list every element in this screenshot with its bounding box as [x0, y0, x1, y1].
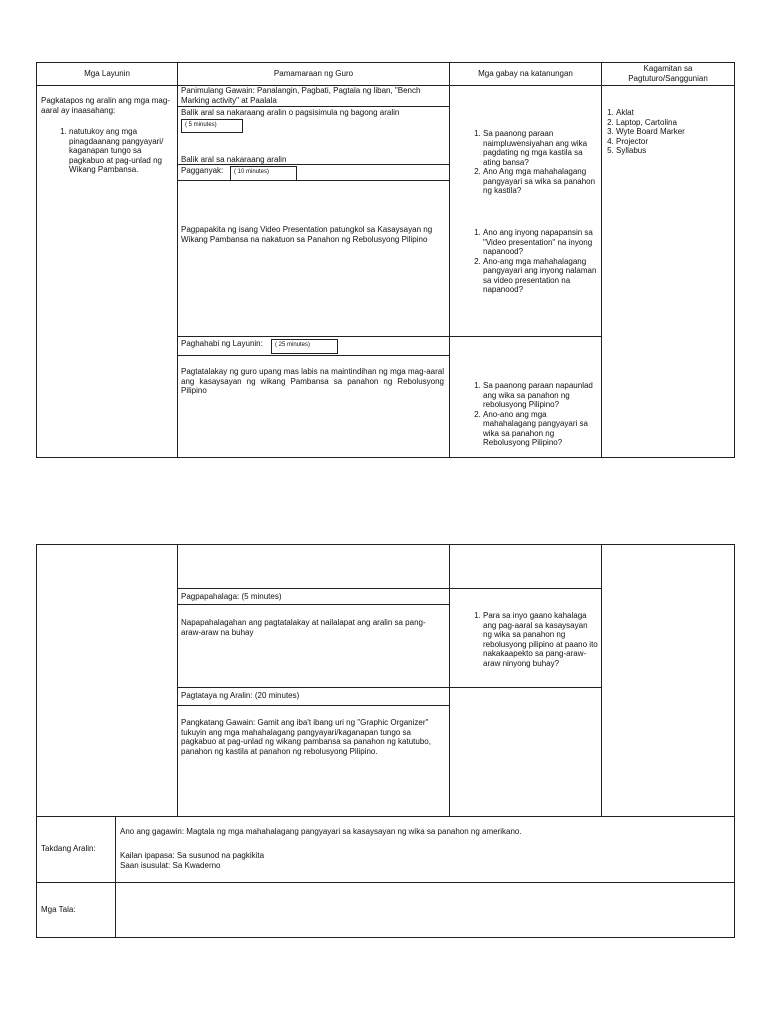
list-item: 2. Ano Ang mga mahahalagang pangyayari sa wika sa panahon ng kastila? [483, 167, 598, 196]
pagganyak-minutes-box [230, 166, 297, 181]
list-item: 2. Laptop, Cartolina [616, 118, 734, 128]
pagtataya-label: Pagtataya ng Aralin: (20 minutes) [181, 691, 300, 700]
list-item: 5. Syllabus [616, 146, 734, 156]
gabay-list-1 [465, 129, 598, 196]
divider [177, 705, 450, 706]
header-pamamaraan [177, 62, 450, 86]
takdang-gawin: Ano ang gagawin: Magtala ng mga mahahalagang pangyayari sa kasaysayan ng wika sa panahon ng amerikano. [120, 827, 522, 836]
header-layunin [36, 62, 178, 86]
takdang-content-cell [115, 816, 735, 883]
list-item: 2. Ano-ang mga mahahalagang pangyayari ang inyong nalaman sa video presentation na napanood? [483, 257, 598, 295]
header-layunin-label: Mga Layunin [84, 69, 130, 78]
pamamaraan-cell [177, 85, 450, 458]
list-item: 1. Aklat [616, 108, 734, 118]
layunin-intro: Pagkatapos ng aralin ang mga mag-aaral ay inaasahang: [41, 96, 170, 115]
paghahabi-label: Paghahabi ng Layunin: [181, 339, 263, 348]
list-item: 1. Sa paanong paraan napaunlad ang wika sa panahon ng rebolusyong Pilipino? [483, 381, 598, 410]
divider [177, 687, 602, 688]
pagpapahalaga-questions [465, 611, 598, 668]
pagtataya-text: Pangkatang Gawain: Gamit ang iba't ibang uri ng "Graphic Organizer" tukuyin ang mga mahahalagang pangyayari/kaganapan tungo sa pagkabuo at pag-unlad ng wikang pambansa sa panahon ng katutubo, panahon ng kastila at panahon ng rebolusyong Pilipino. [181, 718, 431, 756]
pamamaraan-cell-2 [177, 544, 450, 817]
divider [177, 588, 602, 589]
divider [177, 355, 450, 356]
tala-label-cell [36, 882, 116, 938]
kagamitan-list [602, 108, 734, 156]
balik-aral-label: Balik aral sa nakaraang aralin [181, 155, 287, 164]
tala-label: Mga Tala: [41, 905, 76, 914]
takdang-label: Takdang Aralin: [41, 844, 96, 853]
takdang-label-cell [36, 816, 116, 883]
pagganyak-minutes: ( 10 minutes) [234, 169, 270, 175]
divider [177, 180, 450, 181]
paghahabi-minutes: ( 25 minutes) [275, 342, 311, 348]
paghahabi-minutes-box [271, 339, 338, 354]
tala-content-cell [115, 882, 735, 938]
list-item: 1. Sa paanong paraan naimpluwensiyahan ang wika pagdating ng mga kastila sa ating bansa? [483, 129, 598, 167]
list-item: 1. Ano ang inyong napapansin sa "Video presentation" na inyong napanood? [483, 228, 598, 257]
divider [449, 336, 602, 337]
pagganyak-text: Pagpapakita ng isang Video Presentation patungkol sa Kasaysayan ng Wikang Pambansa na nakatuon sa Panahon ng Rebolusyong Pilipino [181, 225, 433, 244]
balik-aral-intro: Balik aral sa nakaraang aralin o pagsisimula ng bagong aralin [181, 108, 400, 117]
panimula-text: Panimulang Gawain: Panalangin, Pagbati, Pagtala ng liban, "Bench Marking activity" at Paalala [181, 86, 421, 105]
gabay-list-2 [465, 228, 598, 295]
paghahabi-text: Pagtatalakay ng guro upang mas labis na maintindihan ng mga mag-aaral ang kasaysayan ng wikang Pambansa sa panahon ng Rebolusyong Pilipino [181, 367, 444, 395]
header-gabay [449, 62, 602, 86]
divider [177, 106, 450, 107]
header-kagamitan-label: Kagamitan sa Pagtuturo/Sanggunian [628, 64, 708, 83]
list-item: 4. Projector [616, 137, 734, 147]
takdang-kailan: Kailan ipapasa: Sa susunod na pagkikita [120, 851, 265, 860]
list-item: 2. Ano-ano ang mga mahahalagang pangyayari sa wika sa panahon ng Rebolusyong Pilipino? [483, 410, 598, 448]
takdang-saan: Saan isusulat: Sa Kwaderno [120, 861, 221, 870]
balik-aral-minutes: ( 5 minutes) [185, 122, 217, 128]
list-item: 3. Wyte Board Marker [616, 127, 734, 137]
layunin-cell [36, 85, 178, 458]
pagganyak-label: Pagganyak: [181, 166, 224, 175]
gabay-cell-2 [449, 544, 602, 817]
divider [177, 164, 450, 165]
pagpapahalaga-label: Pagpapahalaga: (5 minutes) [181, 592, 282, 601]
layunin-cell-2 [36, 544, 178, 817]
list-item: 1. Para sa inyo gaano kahalaga ang pag-aaral sa kasaysayan ng wika sa panahon ng rebolusyong pilipino at paano ito nakakaapekto sa pang-araw-araw ninyong buhay? [483, 611, 598, 668]
kagamitan-cell-2 [601, 544, 735, 817]
pagpapahalaga-text: Napapahalagahan ang pagtatalakay at nailalapat ang aralin sa pang-araw-araw na buhay [181, 618, 426, 637]
divider [177, 604, 450, 605]
layunin-list [37, 127, 177, 175]
list-item: 1. natutukoy ang mga pinagdaanang pangyayari/ kaganapan tungo sa pagkabuo at pag-unlad ng Wikang Pambansa. [69, 127, 171, 175]
header-pamamaraan-label: Pamamaraan ng Guro [273, 69, 354, 78]
kagamitan-cell [601, 85, 735, 458]
divider [177, 336, 450, 337]
header-kagamitan [601, 62, 735, 86]
gabay-list-3 [465, 381, 598, 448]
balik-aral-minutes-box [181, 119, 243, 133]
header-gabay-label: Mga gabay na katanungan [478, 69, 573, 78]
